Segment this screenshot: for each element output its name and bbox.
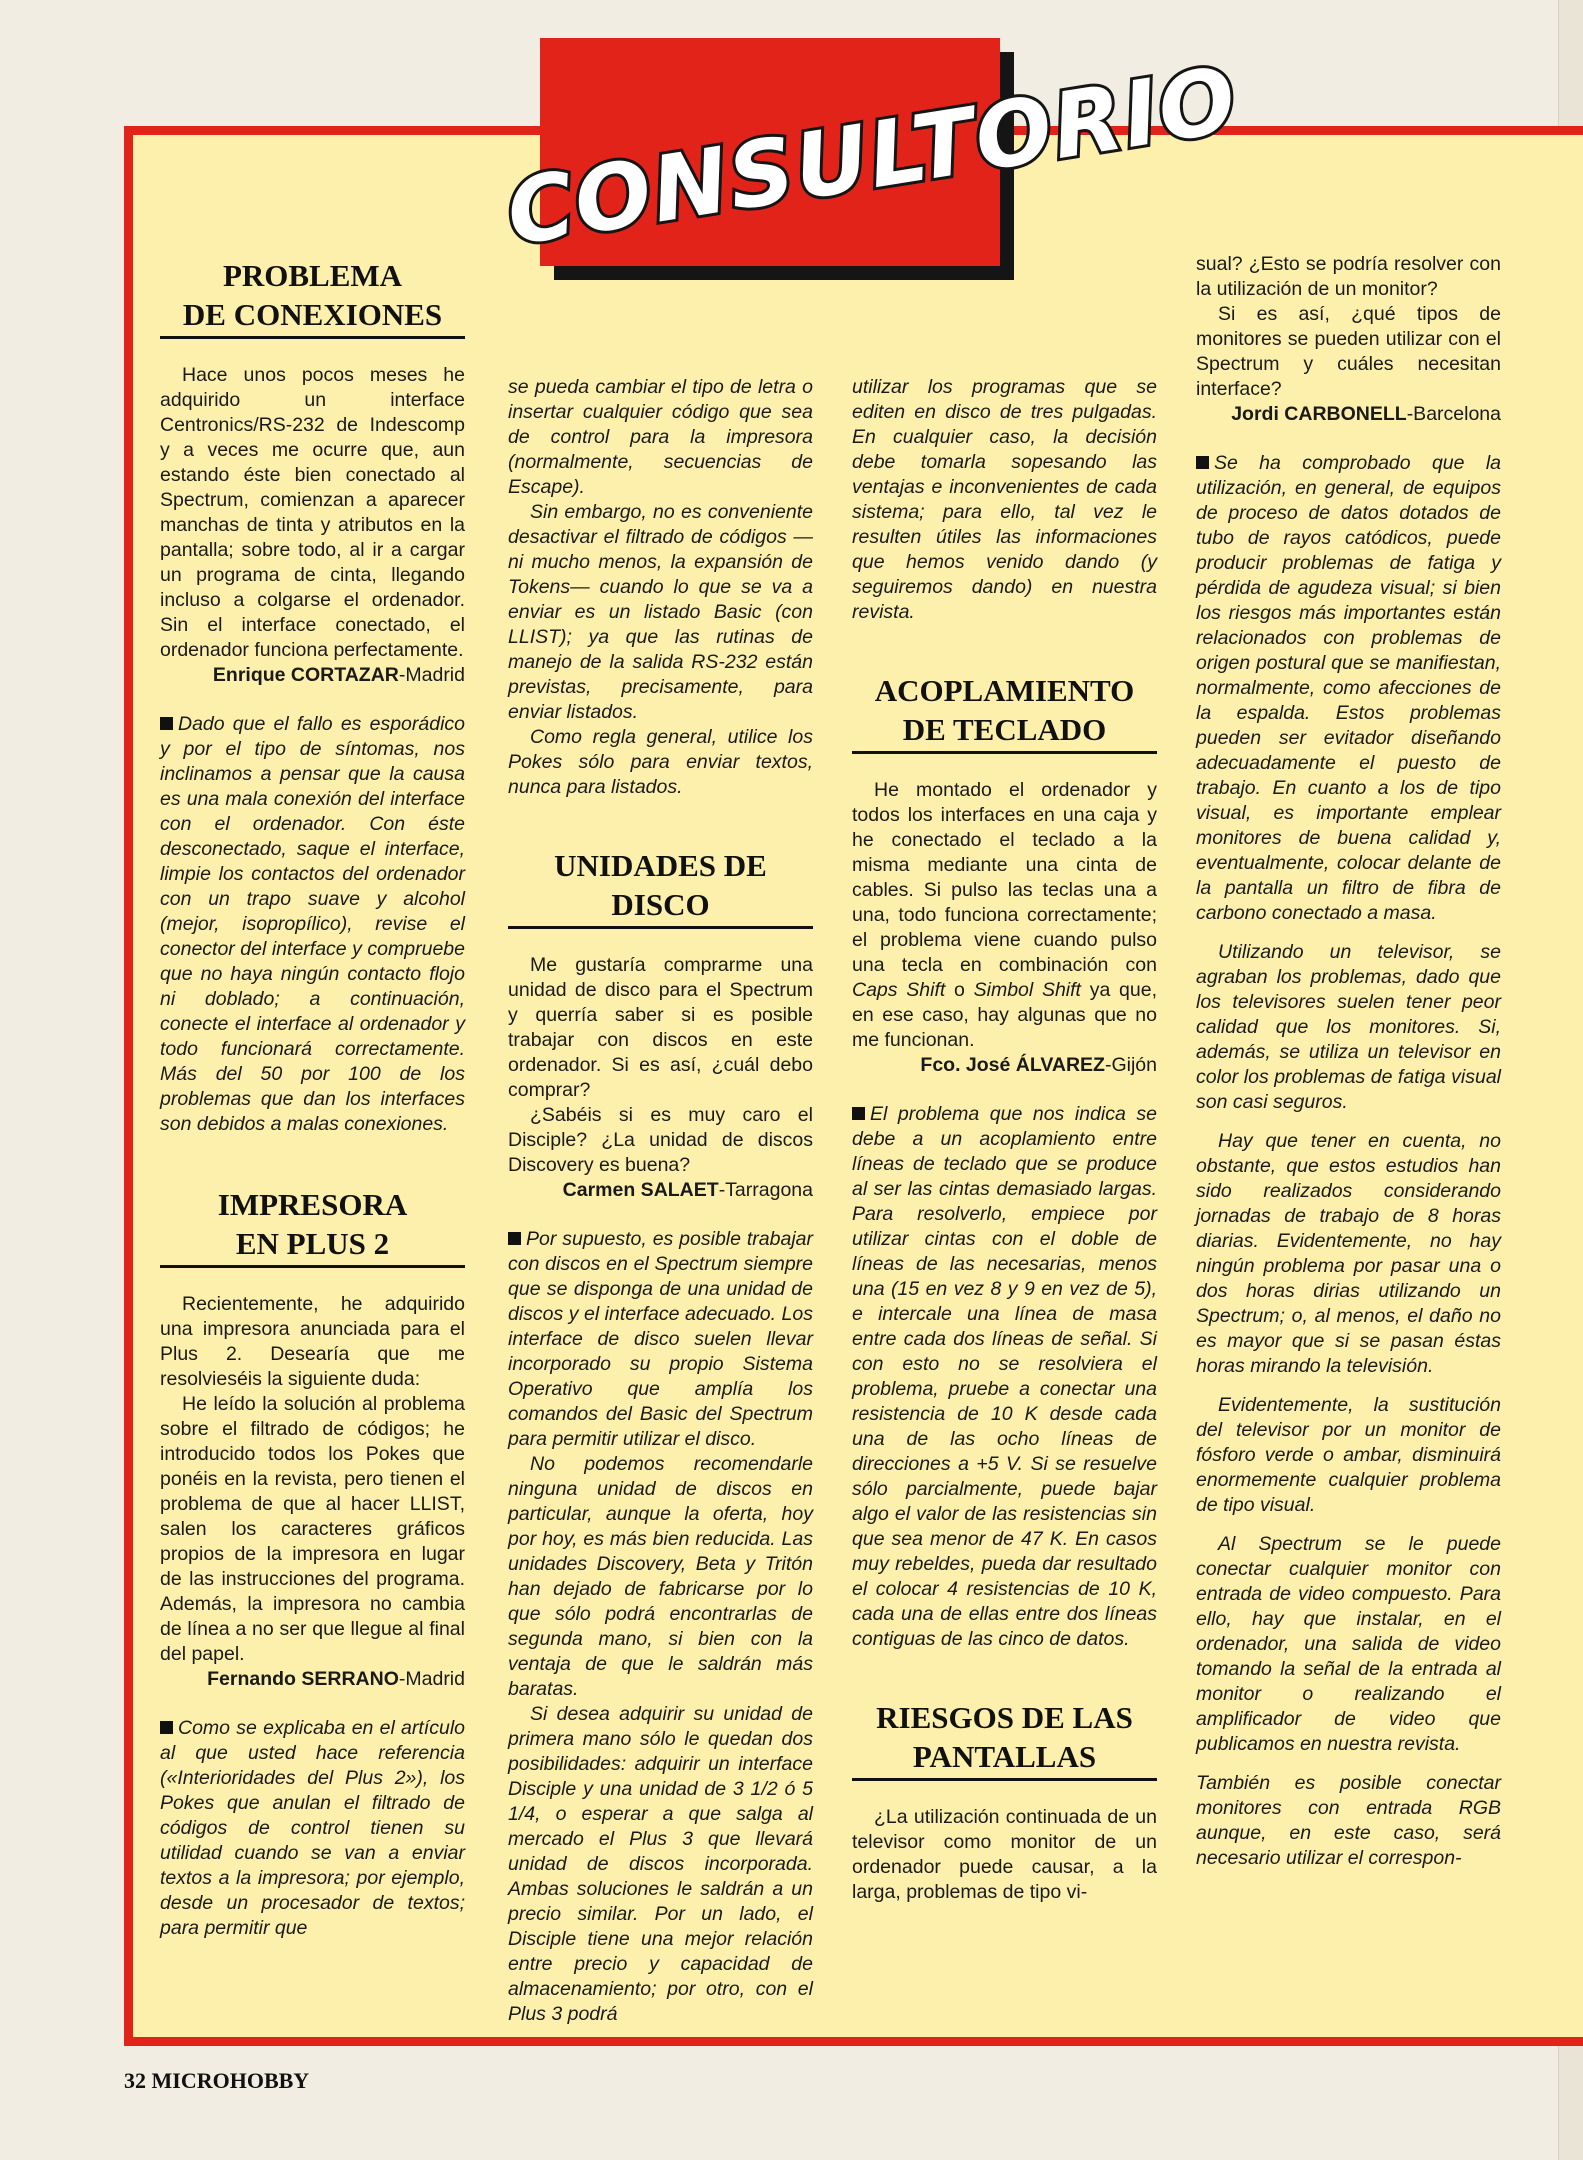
question-text: sual? ¿Esto se podría resolver con la utilización de un monitor?: [1196, 253, 1501, 300]
signature: Fco. José ÁLVAREZ-Gijón: [920, 1054, 1157, 1076]
page-number: 32: [124, 2068, 146, 2093]
question-text: Hace unos pocos meses he adquirido un interface Centronics/RS-232 de Indescomp y a veces me ocurre que, aun estando éste bien conectado al Spectrum, comienzan a aparecer manchas de tinta y atributos en la pantalla; sobre todo, al ir a cargar un programa de cinta, llegando incluso a colgarse el ordenador. Sin el interface conectado, el ordenador funciona perfectamente.: [160, 364, 465, 661]
question-text: He montado el ordenador y todos los interfaces en una caja y he conectado el teclado a la misma mediante una cinta de cables. Si pulso las teclas una a una, todo funciona correctamente; el problema viene cuando pulso una tecla en combinación con Caps Shift o Simbol Shift ya que, en ese caso, hay algunas que no me funcionan.: [852, 779, 1157, 1051]
answer-marker-icon: [160, 717, 173, 730]
answer-text: Dado que el fallo es esporádico y por el tipo de síntomas, nos inclinamos a pensar que la causa es una mala conexión del interface con el ordenador. Con éste desconectado, saque el interface, limpie los contactos del ordenador con un trapo suave y alcohol (mejor, isopropílico), revise el conector del interface y compruebe que no haya ningún contacto flojo ni doblado; a continuación, conecte el interface al ordenador y todo funcionará correctamente. Más del 50 por 100 de los problemas que dan los interfaces son debidos a malas conexiones.: [160, 713, 465, 1135]
answer-text: utilizar los programas que se editen en disco de tres pulgadas. En cualquier caso, la decisión debe tomarla sopesando las ventajas e inconvenientes de cada sistema; para ello, tal vez le resulten útiles las informaciones que hemos venido dando (y seguiremos dando) en nuestra revista.: [852, 376, 1157, 623]
page-footer: [124, 2068, 309, 2094]
answer-text: se pueda cambiar el tipo de letra o insertar cualquier código que sea de control para la impresora (normalmente, secuencias de Escape).: [508, 376, 813, 498]
heading-acoplamiento-teclado: ACOPLAMIENTO DE TECLADO: [852, 671, 1157, 754]
answer-marker-icon: [1196, 456, 1209, 469]
answer-text: Como regla general, utilice los Pokes sólo para enviar textos, nunca para listados.: [508, 726, 813, 798]
column-1: [160, 256, 465, 1941]
question-text: Recientemente, he adquirido una impresora anunciada para el Plus 2. Desearía que me resolvieséis la siguiente duda:: [160, 1293, 465, 1390]
answer-marker-icon: [852, 1107, 865, 1120]
answer-text: Hay que tener en cuenta, no obstante, que estos estudios han sido realizados considerando jornadas de trabajo de 8 horas diarias. Evidentemente, no hay ningún problema por pasar una o dos horas dirias utilizando un Spectrum; o, al menos, el daño no es mayor que si se pasan éstas horas mirando la televisión.: [1196, 1130, 1501, 1377]
answer-marker-icon: [508, 1232, 521, 1245]
question-text: He leído la solución al problema sobre el filtrado de códigos; he introducido todos los Pokes que ponéis en la revista, pero tienen el problema de que al hacer LLIST, salen los caracteres gráficos propios de la impresora en lugar de las instrucciones del programa. Además, la impresora no cambia de línea a no ser que llegue al final del papel.: [160, 1393, 465, 1665]
answer-text: Como se explicaba en el artículo al que usted hace referencia («Interioridades del Plus 2»), los Pokes que anulan el filtrado de códigos de control tienen su utilidad cuando se van a enviar textos a la impresora; por ejemplo, desde un procesador de textos; para permitir que: [160, 1717, 465, 1939]
answer-text: No podemos recomendarle ninguna unidad de discos en particular, aunque la oferta, hoy por hoy, es más bien reducida. Las unidades Discovery, Beta y Tritón han dejado de fabricarse por lo que sólo podrá encontrarlas de segunda mano, si bien con la ventaja de que le saldrán más baratas.: [508, 1453, 813, 1700]
heading-riesgos-pantallas: RIESGOS DE LAS PANTALLAS: [852, 1698, 1157, 1781]
question-text: ¿Sabéis si es muy caro el Disciple? ¿La unidad de discos Discovery es buena?: [508, 1104, 813, 1176]
signature: Jordi CARBONELL-Barcelona: [1231, 403, 1501, 425]
question-text: Si es así, ¿qué tipos de monitores se pueden utilizar con el Spectrum y cuáles necesitan interface?: [1196, 303, 1501, 400]
heading-problema-conexiones: PROBLEMA DE CONEXIONES: [160, 256, 465, 339]
title-banner: [470, 20, 1245, 267]
answer-text: Utilizando un televisor, se agraban los problemas, dado que los televisores suelen tener peor calidad que los monitores. Si, además, se utiliza un televisor en color los problemas de fatiga visual son casi seguros.: [1196, 941, 1501, 1113]
magazine-name: MICROHOBBY: [151, 2068, 310, 2093]
answer-text: Al Spectrum se le puede conectar cualquier monitor con entrada de video compuesto. Para ello, hay que instalar, en el ordenador, una salida de video tomando la señal de la entrada al monitor o realizando el amplificador de video que publicamos en nuestra revista.: [1196, 1533, 1501, 1755]
answer-text: Evidentemente, la sustitución del televisor por un monitor de fósforo verde o ambar, disminuirá enormemente cualquier problema de tipo visual.: [1196, 1394, 1501, 1516]
signature: Fernando SERRANO-Madrid: [207, 1668, 465, 1690]
heading-unidades-disco: UNIDADES DE DISCO: [508, 846, 813, 929]
answer-text: Sin embargo, no es conveniente desactivar el filtrado de códigos —ni mucho menos, la expansión de Tokens— cuando lo que se va a enviar es un listado Basic (con LLIST); ya que las rutinas de manejo de la salida RS-232 están previstas, precisamente, para enviar listados.: [508, 501, 813, 723]
column-2: [508, 375, 813, 2027]
signature: Enrique CORTAZAR-Madrid: [212, 664, 465, 686]
answer-text: El problema que nos indica se debe a un acoplamiento entre líneas de teclado que se produce al ser las cintas demasiado largas. Para resolverlo, empiece por utilizar cintas con el doble de líneas de las necesarias, menos una (15 en vez 8 y 9 en vez de 5), e intercale una línea de masa entre cada dos líneas de señal. Si con esto no se resolviera el problema, pruebe a conectar una resistencia de 10 K desde cada una de las ocho líneas de direcciones a +5 V. Si se resuelve sólo parcialmente, puede bajar algo el valor de las resistencias sin que sea menor de 47 K. En casos muy rebeldes, pueda dar resultado el colocar 4 resistencias de 10 K, cada una de ellas entre dos líneas contiguas de las cinco de datos.: [852, 1103, 1157, 1650]
answer-text: Si desea adquirir su unidad de primera mano sólo le quedan dos posibilidades: adquirir un interface Disciple y una unidad de 3 1/2 ó 5 1/4, o esperar a que salga al mercado el Plus 3 que llevará unidad de discos incorporada. Ambas soluciones le saldrán a un precio similar. Por un lado, el Disciple tiene una mejor relación entre precio y capacidad de almacenamiento; por otro, con el Plus 3 podrá: [508, 1703, 813, 2025]
answer-text: Se ha comprobado que la utilización, en general, de equipos de proceso de datos dotados de tubo de rayos catódicos, puede producir problemas de fatiga y pérdida de agudeza visual; si bien los riesgos más importantes están relacionados con problemas de origen postural que se manifiestan, normalmente, como afecciones de la espalda. Estos problemas pueden ser evitador diseñando adecuadamente el puesto de trabajo. En cuanto a los de tipo visual, es importante emplear monitores de buena calidad y, eventualmente, colocar delante de la pantalla un filtro de fibra de carbono conectado a masa.: [1196, 452, 1501, 924]
answer-text: Por supuesto, es posible trabajar con discos en el Spectrum siempre que se disponga de una unidad de discos y el interface adecuado. Los interface de disco suelen llevar incorporado su propio Sistema Operativo que amplía los comandos del Basic del Spectrum para permitir utilizar el disco.: [508, 1228, 813, 1450]
question-text: ¿La utilización continuada de un televisor como monitor de un ordenador puede causar, a la larga, problemas de tipo vi-: [852, 1806, 1157, 1903]
answer-text: También es posible conectar monitores con entrada RGB aunque, en este caso, será necesario utilizar el correspon-: [1196, 1772, 1501, 1869]
question-text: Me gustaría comprarme una unidad de disco para el Spectrum y querría saber si es posible trabajar con discos en este ordenador. Si es así, ¿cuál debo comprar?: [508, 954, 813, 1101]
column-4: [1196, 252, 1501, 1871]
answer-marker-icon: [160, 1721, 173, 1734]
column-3: [852, 375, 1157, 1905]
signature: Carmen SALAET-Tarragona: [562, 1179, 813, 1201]
page-title: CONSULTORIO: [499, 47, 1245, 267]
heading-impresora-plus2: IMPRESORA EN PLUS 2: [160, 1185, 465, 1268]
